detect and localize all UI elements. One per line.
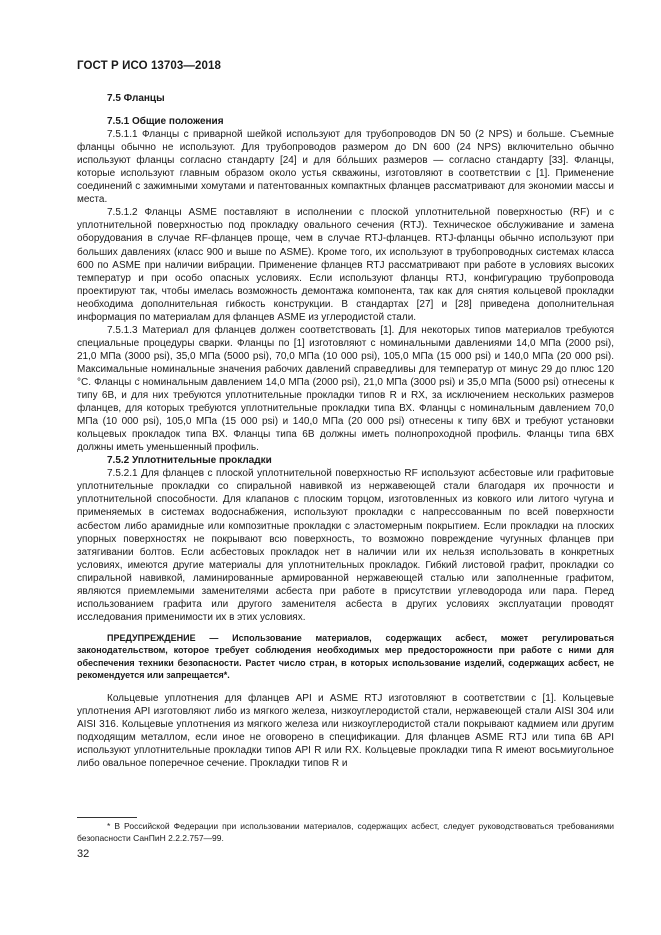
paragraph-7-5-1-2: 7.5.1.2 Фланцы ASME поставляют в исполнении с плоской уплотнительной поверхностью (RF) и с уплотнительной поверхностью под прокладку овального сечения (RTJ). Техническое обслуживание и замена оборудования в случае RF-фланцев проще, чем в случае RTJ-фланцев. RTJ-фланцы обычно используют при больших давлениях (класс 900 и выше по ASME). Кроме того, их используют в трубопроводных системах класса 600 по ASME при наличии вибрации. Применение фланцев RTJ рассматривают при работе в условиях высоких температур и при особо опасных условиях. Если используют фланцы RTJ, конфигурацию трубопровода проектируют так, чтобы имелась возможность демонтажа компонента, так как для снятия кольцевой прокладки необходима дополнительная гибкость конструкции. В стандартах [27] и [28] приведена дополнительная информация по материалам для фланцев ASME из углеродистой стали. <box>77 207 614 323</box>
page-body <box>77 92 614 770</box>
paragraph-7-5-1-1: 7.5.1.1 Фланцы с приварной шейкой используют для трубопроводов DN 50 (2 NPS) и больше. Съемные фланцы обычно не используют. Для трубопроводов размером до DN 600 (24 NPS) включительно обычно используют фланцы согласно стандарту [24] и для бо́льших размеров — согласно стандарту [33]. Фланцы, которые используют главным образом около устья скважины, изготовляют в соответствии с [1]. Применение соединений с зажимными хомутами и патентованных компактных фланцев рассматривают для экономии массы и места. <box>77 129 614 206</box>
subsection-heading-general: 7.5.1 Общие положения <box>107 116 224 128</box>
subsection-heading-gaskets: 7.5.2 Уплотнительные прокладки <box>107 455 272 467</box>
page-number: 32 <box>77 848 90 860</box>
footnote-text: * В Российской Федерации при использовании материалов, содержащих асбест, следует руководствоваться требованиями безопасности СанПиН 2.2.2.757—99. <box>77 821 614 843</box>
paragraph-ring-gaskets: Кольцевые уплотнения для фланцев API и ASME RTJ изготовляют в соответствии с [1]. Кольцевые уплотнения API изготовляют либо из мягкого железа, низкоуглеродистой стали, нержавеющей стали AISI 304 или AISI 316. Кольцевые уплотнения из мягкого железа или низкоуглеродистой стали покрывают кадмием или другим подходящим металлом, если иное не оговорено в спецификации. Для фланцев ASME RTJ или типа 6В API используют уплотнительные прокладки типов API R или RX. Кольцевые прокладки типа R имеют восьмиугольное либо овальное поперечное сечение. Прокладки типов R и <box>77 692 614 769</box>
warning-label: ПРЕДУПРЕЖДЕНИЕ <box>107 632 196 643</box>
paragraph-7-5-1-3: 7.5.1.3 Материал для фланцев должен соответствовать [1]. Для некоторых типов материалов требуются специальные процедуры сварки. Фланцы по [1] изготовляют с номинальными давлениями 14,0 МПа (2000 psi), 21,0 МПа (3000 psi), 35,0 МПа (5000 psi), 70,0 МПа (10 000 psi), 105,0 МПа (15 000 psi) и 140,0 МПа (20 000 psi). Максимальные номинальные значения рабочих давлений справедливы для температур от минус 29 до плюс 120 °С. Фланцы с номинальным давлением 14,0 МПа (2000 psi), 21,0 МПа (3000 psi) и 35,0 МПа (5000 psi) отнесены к типу 6В, и для них требуются уплотнительные прокладки типов R и RX, за исключением нескольких размеров фланцев, для которых требуются уплотнительные прокладки типа ВХ. Фланцы с номинальным давлением 70,0 МПа (10 000 psi), 105,0 МПа (15 000 psi) и 140,0 МПа (20 000 psi) отнесены к типу 6ВХ и требуют установки кольцевых прокладок типа ВХ. Фланцы типа 6В должны иметь полнопроходной профиль. Фланцы типа 6ВХ должны иметь уменьшенный профиль. <box>77 324 614 454</box>
footnote <box>77 821 614 844</box>
section-heading: 7.5 Фланцы <box>107 93 165 104</box>
paragraph-7-5-2-1: 7.5.2.1 Для фланцев с плоской уплотнительной поверхностью RF используют асбестовые или графитовые уплотнительные прокладки со спиральной навивкой из нержавеющей стали благодаря их прочности и уплотнительной способности. Для клапанов с плоским торцом, изготовленных из ковкого или литого чугуна и применяемых в системах водоснабжения, используют прокладки с напрессованным по всей поверхности асбестом либо арамидные или композитные прокладки с эластомерным покрытием. Если прокладки на плоских упорных поверхностях не покрывают всю поверхность, то возможно повреждение чугунных фланцев при затягивании болтов. Если асбестовых прокладок нет в наличии или их нельзя использовать в конкретных условиях, имеются другие материалы для уплотнительных прокладок. Гибкий листовой графит, прокладки со спиральной навивкой, ламинированные армированной нержавеющей сталью или заполненные графитом, являются приемлемыми заменителями асбеста при работе в присутствии углеводорода или пара. Перед использованием графита или другого заменителя асбеста в других условиях эксплуатации проводят исследования применимости их в этих условиях. <box>77 468 614 623</box>
footnote-divider <box>77 817 137 818</box>
document-header: ГОСТ Р ИСО 13703—2018 <box>77 60 222 72</box>
warning-text: — Использование материалов, содержащих асбест, может регулироваться законодательством, которое требует соблюдения необходимых мер предосторожности при работе с ними для обеспечения техники безопасности. Растет число стран, в которых использование изделий, содержащих асбест, не рекомендуется или запрещается*. <box>77 632 614 681</box>
warning-note <box>77 632 614 682</box>
